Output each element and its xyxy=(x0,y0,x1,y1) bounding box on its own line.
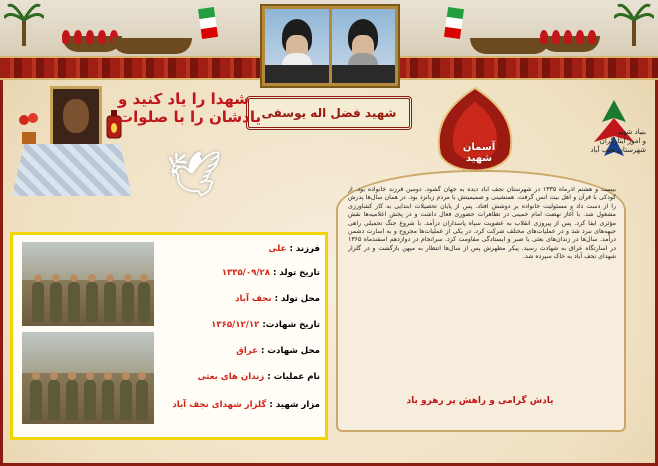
biography-text: بیست و هشتم آذرماه ۱۳۳۵ در شهرستان نجف آباد دیده به جهان گشود. دومین فرزند خانواده بود. از کودکی با قرآن و اهل بیت انس گرفت. همنشینی و صمیمیتش با مردم زبانزد بود. در همان سال‌ها پدرش را از دست داد و مسئولیت خانواده بر دوشش افتاد. پس از پایان تحصیلات ابتدایی به کار کشاورزی مشغول شد. با آغاز نهضت امام خمینی در تظاهرات حضوری فعال داشت و در پخش اعلامیه‌ها نقش مؤثری ایفا کرد. پس از پیروزی انقلاب به عضویت سپاه پاسداران درآمد. با شروع جنگ تحمیلی راهی جبهه‌های نبرد شد و در عملیات‌های مختلف شرکت کرد. در یکی از عملیات‌ها مجروح و به اسارت دشمن درآمد. سال‌ها در زندان‌های بعثی با صبر و ایستادگی مقاومت کرد. سرانجام در دوازدهم اسفندماه ۱۳۶۵ در اسارتگاه عراق به شهادت رسید. پیکر مطهرش پس از سال‌ها انتظار به میهن بازگشت و در گلزار شهدای نجف آباد به خاک سپرده شد. xyxy=(348,186,616,261)
palm-tree-right-icon xyxy=(614,2,654,46)
field-birth-date: تاریخ تولد : ۱۳۳۵/۰۹/۲۸ xyxy=(221,268,320,278)
tulips-right-icon xyxy=(536,14,606,44)
field-operation: نام عملیات : زندان های بعثی xyxy=(197,372,320,382)
leader-portraits xyxy=(260,4,400,88)
martyr-portrait-icon xyxy=(50,86,102,150)
salawat-calligraphy: شهدا را یاد کنید و یادشان را با صلوات xyxy=(118,90,262,126)
portrait-left-icon xyxy=(265,9,329,83)
palm-tree-left-icon xyxy=(4,2,44,46)
arabesque-ornament-icon xyxy=(420,84,530,184)
field-birth-place: محل تولد : نجف آباد xyxy=(235,294,320,304)
field-martyrdom-date: تاریخ شهادت: ۱۳۶۵/۱۲/۱۲ xyxy=(211,320,320,330)
foundation-line-3: شهرستان نجف آباد xyxy=(590,146,646,154)
white-dove-icon: 🕊 xyxy=(166,149,222,200)
biography-footer: یادش گرامی و راهش پر رهرو باد xyxy=(406,396,554,406)
foundation-line-2: و امور ایثارگران xyxy=(599,137,646,145)
field-burial-place: مزار شهید : گلزار شهدای نجف آباد xyxy=(172,400,320,410)
group-photo-top-icon xyxy=(22,242,154,326)
flower-pot-icon xyxy=(18,112,40,146)
field-martyrdom-place: محل شهادت : عراق xyxy=(236,346,320,356)
portrait-right-icon xyxy=(332,9,396,83)
foundation-line-1: بنیاد شهید xyxy=(617,128,646,136)
group-photo-bottom-icon xyxy=(22,332,154,424)
flower-basket-center-left xyxy=(112,38,192,54)
martyr-name-title: شهید فضل اله یوسفی xyxy=(246,96,412,130)
field-father: فرزند : علی xyxy=(268,244,320,254)
ornament-label: آسمان شهید xyxy=(462,142,496,164)
memorial-table xyxy=(12,144,132,196)
foundation-name xyxy=(568,128,646,155)
